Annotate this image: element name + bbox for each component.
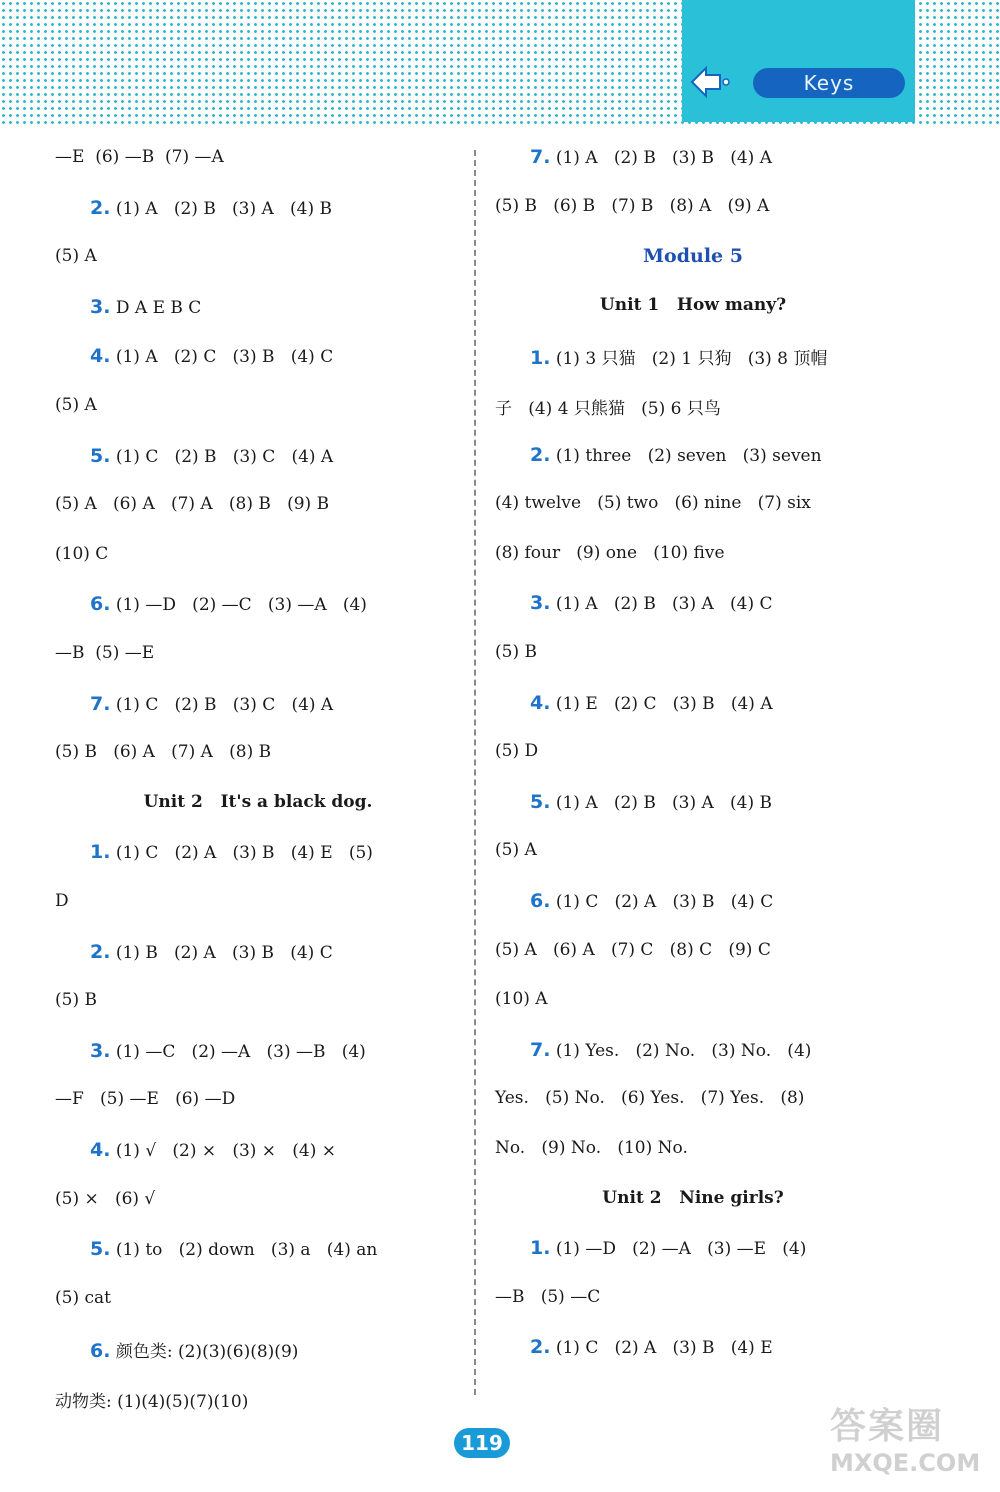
answer-text: (1) to (2) down (3) a (4) an	[110, 1240, 378, 1261]
question-line	[90, 841, 373, 863]
answer-continuation	[55, 1288, 111, 1308]
answer-text: —E (6) —B (7) —A	[55, 147, 224, 167]
answer-text: (5) × (6) √	[55, 1188, 156, 1209]
question-number: 2.	[530, 443, 551, 466]
answer-continuation	[55, 395, 97, 415]
answer-text: 子 (4) 4 只熊猫 (5) 6 只鸟	[495, 399, 721, 419]
question-number: 1.	[530, 347, 551, 370]
question-number: 1.	[90, 841, 111, 864]
answer-text: (1) A (2) B (3) A (4) B	[550, 792, 772, 813]
question-line	[90, 593, 367, 615]
unit-heading: Unit 2 Nine girls?	[602, 1187, 784, 1208]
answer-text: (1) —D (2) —A (3) —E (4)	[550, 1239, 807, 1260]
watermark-line1: 答案圈	[830, 1406, 945, 1447]
question-number: 3.	[530, 592, 551, 615]
question-line	[90, 1139, 336, 1161]
answer-continuation	[55, 1189, 155, 1209]
question-number: 4.	[90, 345, 111, 368]
question-line	[90, 445, 333, 467]
question-line	[530, 692, 773, 714]
answer-continuation	[495, 940, 771, 960]
question-line	[90, 1040, 366, 1062]
answer-text: (1) —C (2) —A (3) —B (4)	[110, 1041, 366, 1062]
answer-text: (5) A	[55, 395, 97, 415]
question-line	[530, 344, 827, 369]
watermark-logo	[830, 1398, 995, 1488]
question-line	[530, 1336, 773, 1358]
question-line	[530, 1237, 806, 1259]
answer-continuation	[495, 196, 769, 216]
answer-text: 颜色类: (2)(3)(6)(8)(9)	[110, 1342, 299, 1363]
answer-text: (1) Yes. (2) No. (3) No. (4)	[550, 1040, 812, 1061]
answer-text: (1) —D (2) —C (3) —A (4)	[110, 595, 367, 616]
answer-text: (1) A (2) B (3) B (4) A	[550, 148, 772, 168]
answer-text: (1) A (2) B (3) A (4) B	[110, 198, 332, 219]
unit-heading: Unit 2 It's a black dog.	[143, 791, 373, 812]
page-number: 119	[454, 1428, 510, 1458]
question-number: 3.	[90, 295, 111, 318]
answer-text: (10) A	[495, 989, 548, 1010]
answer-text: (5) D	[495, 741, 539, 762]
answer-text: Yes. (5) No. (6) Yes. (7) Yes. (8)	[495, 1088, 805, 1109]
question-number: 6.	[90, 593, 111, 616]
answer-continuation	[55, 990, 97, 1010]
answer-text: —B (5) —E	[55, 643, 155, 663]
question-line	[530, 1039, 811, 1061]
question-line	[530, 146, 772, 168]
question-line	[530, 791, 772, 813]
question-number: 6.	[530, 890, 551, 912]
answer-text: (5) cat	[55, 1287, 111, 1308]
answer-text: (5) A	[55, 246, 97, 267]
question-number: 7.	[530, 146, 551, 168]
answer-text: (10) C	[55, 543, 109, 564]
answer-text: (1) C (2) B (3) C (4) A	[110, 446, 334, 467]
answer-continuation	[55, 494, 329, 514]
question-line	[90, 1238, 377, 1260]
answer-continuation	[55, 643, 154, 663]
answer-text: (5) A	[495, 840, 537, 861]
question-number: 2.	[530, 1336, 551, 1359]
module-heading: Module 5	[643, 245, 743, 268]
answer-continuation	[495, 989, 548, 1009]
question-line	[90, 345, 333, 367]
answer-text: (1) A (2) B (3) A (4) C	[550, 594, 773, 615]
answer-continuation	[55, 147, 224, 167]
answer-text: (1) three (2) seven (3) seven	[550, 445, 822, 466]
answer-continuation	[495, 394, 721, 419]
answer-text: (1) C (2) B (3) C (4) A	[110, 694, 334, 715]
answer-text: (1) √ (2) × (3) × (4) ×	[110, 1141, 336, 1161]
answer-continuation	[55, 1089, 235, 1109]
answer-continuation	[55, 1387, 248, 1412]
question-number: 5.	[90, 444, 111, 467]
question-line	[90, 1337, 298, 1362]
question-line	[90, 693, 333, 715]
answer-text: D	[55, 891, 69, 911]
answer-continuation	[495, 741, 538, 761]
answer-continuation	[55, 742, 271, 762]
question-line	[530, 444, 822, 466]
question-number: 1.	[530, 1237, 551, 1260]
answer-text: —F (5) —E (6) —D	[55, 1089, 236, 1110]
answer-continuation	[495, 642, 537, 662]
answer-text: (5) A (6) A (7) A (8) B (9) B	[55, 494, 330, 515]
answer-text: 动物类: (1)(4)(5)(7)(10)	[55, 1392, 249, 1412]
watermark-line2: MXQE.COM	[830, 1449, 981, 1477]
answer-text: (4) twelve (5) two (6) nine (7) six	[495, 493, 811, 514]
answer-text: (1) C (2) A (3) B (4) C	[550, 892, 774, 912]
answer-continuation	[495, 1287, 600, 1307]
answer-text: (5) B (6) A (7) A (8) B	[55, 742, 272, 763]
answer-text: (5) B (6) B (7) B (8) A (9) A	[495, 195, 770, 216]
answer-text: (5) A (6) A (7) C (8) C (9) C	[495, 939, 771, 960]
question-line	[530, 890, 773, 912]
answer-continuation	[495, 543, 725, 563]
unit-heading: Unit 1 How many?	[599, 294, 787, 315]
answer-continuation	[495, 840, 537, 860]
question-number: 7.	[90, 692, 111, 715]
answer-continuation	[495, 1138, 688, 1158]
question-number: 6.	[90, 1340, 111, 1363]
question-number: 5.	[90, 1238, 111, 1261]
question-line	[530, 592, 772, 614]
answer-continuation	[495, 1088, 804, 1108]
answer-text: (1) C (2) A (3) B (4) E (5)	[110, 843, 373, 864]
answer-text: —B (5) —C	[495, 1286, 601, 1307]
question-line	[90, 296, 201, 318]
answer-text: (1) A (2) C (3) B (4) C	[110, 347, 334, 368]
question-line	[90, 197, 332, 219]
answer-text: (5) B	[495, 642, 537, 662]
question-number: 5.	[530, 790, 551, 813]
answer-text: D A E B C	[110, 297, 202, 318]
question-number: 3.	[90, 1039, 111, 1062]
question-line	[90, 941, 333, 963]
answer-text: (1) E (2) C (3) B (4) A	[550, 693, 773, 714]
answer-continuation	[55, 246, 97, 266]
answer-text: (1) 3 只猫 (2) 1 只狗 (3) 8 顶帽	[550, 349, 828, 370]
answer-text: (8) four (9) one (10) five	[495, 542, 725, 563]
answer-text: (1) C (2) A (3) B (4) E	[550, 1338, 773, 1359]
answer-text: No. (9) No. (10) No.	[495, 1138, 688, 1158]
question-number: 2.	[90, 940, 111, 963]
question-number: 4.	[530, 691, 551, 714]
answer-continuation	[55, 544, 108, 564]
keys-label: Keys	[753, 68, 905, 98]
answer-continuation	[55, 891, 69, 911]
question-number: 7.	[530, 1038, 551, 1061]
answer-continuation	[495, 493, 811, 513]
question-number: 2.	[90, 196, 111, 219]
answer-text: (1) B (2) A (3) B (4) C	[110, 942, 333, 963]
question-number: 4.	[90, 1139, 111, 1161]
answer-text: (5) B	[55, 990, 97, 1011]
